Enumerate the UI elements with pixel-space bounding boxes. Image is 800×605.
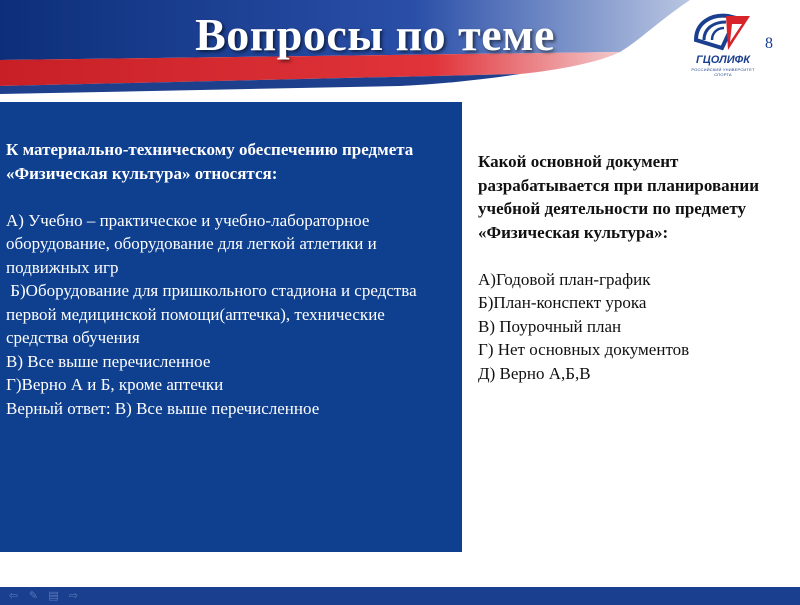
- left-correct-answer: Верный ответ: В) Все выше перечисленное: [6, 398, 320, 418]
- left-answer-c: В) Все выше перечисленное: [6, 351, 211, 371]
- left-answer-d: Г)Верно А и Б, кроме аптечки: [6, 375, 224, 394]
- right-option-e: Д) Верно А,Б,В: [478, 363, 591, 383]
- slide-title: Вопросы по теме: [195, 9, 555, 60]
- left-question-panel: [0, 102, 462, 552]
- right-question-text: Какой основной документ разрабатывается при планировании учебной деятельности по предмету «Физическая культура»:: [478, 152, 760, 242]
- left-answer-a: А) Учебно – практическое и учебно-лабораторное оборудование, оборудование для легкой атлетики и подвижных игр: [6, 210, 382, 277]
- logo-text: ГЦОЛИФК: [695, 54, 750, 66]
- page-number: 8: [765, 35, 773, 52]
- left-question-text: К материально-техническому обеспечению предмета «Физическая культура» относятся:: [6, 140, 414, 183]
- right-option-c: В) Поурочный план: [478, 316, 622, 336]
- left-answer-b: Б)Оборудование для пришкольного стадиона и средства первой медицинской помощи(аптечка), технические средства обучения: [6, 281, 421, 347]
- bottom-bar: [0, 587, 800, 605]
- prev-arrow-icon[interactable]: ⇦: [8, 589, 19, 602]
- pen-icon[interactable]: ✎: [28, 589, 39, 602]
- right-option-d: Г) Нет основных документов: [478, 340, 690, 359]
- slide-header: [0, 0, 800, 100]
- right-question-panel: [478, 150, 778, 385]
- right-option-b: Б)План-конспект урока: [478, 293, 647, 312]
- logo-subtitle: РОССИЙСКИЙ УНИВЕРСИТЕТ СПОРТА: [691, 67, 755, 77]
- menu-icon[interactable]: ▤: [48, 589, 59, 602]
- slideshow-nav: [6, 589, 81, 602]
- next-arrow-icon[interactable]: ⇨: [68, 589, 79, 602]
- right-option-a: А)Годовой план-график: [478, 269, 651, 289]
